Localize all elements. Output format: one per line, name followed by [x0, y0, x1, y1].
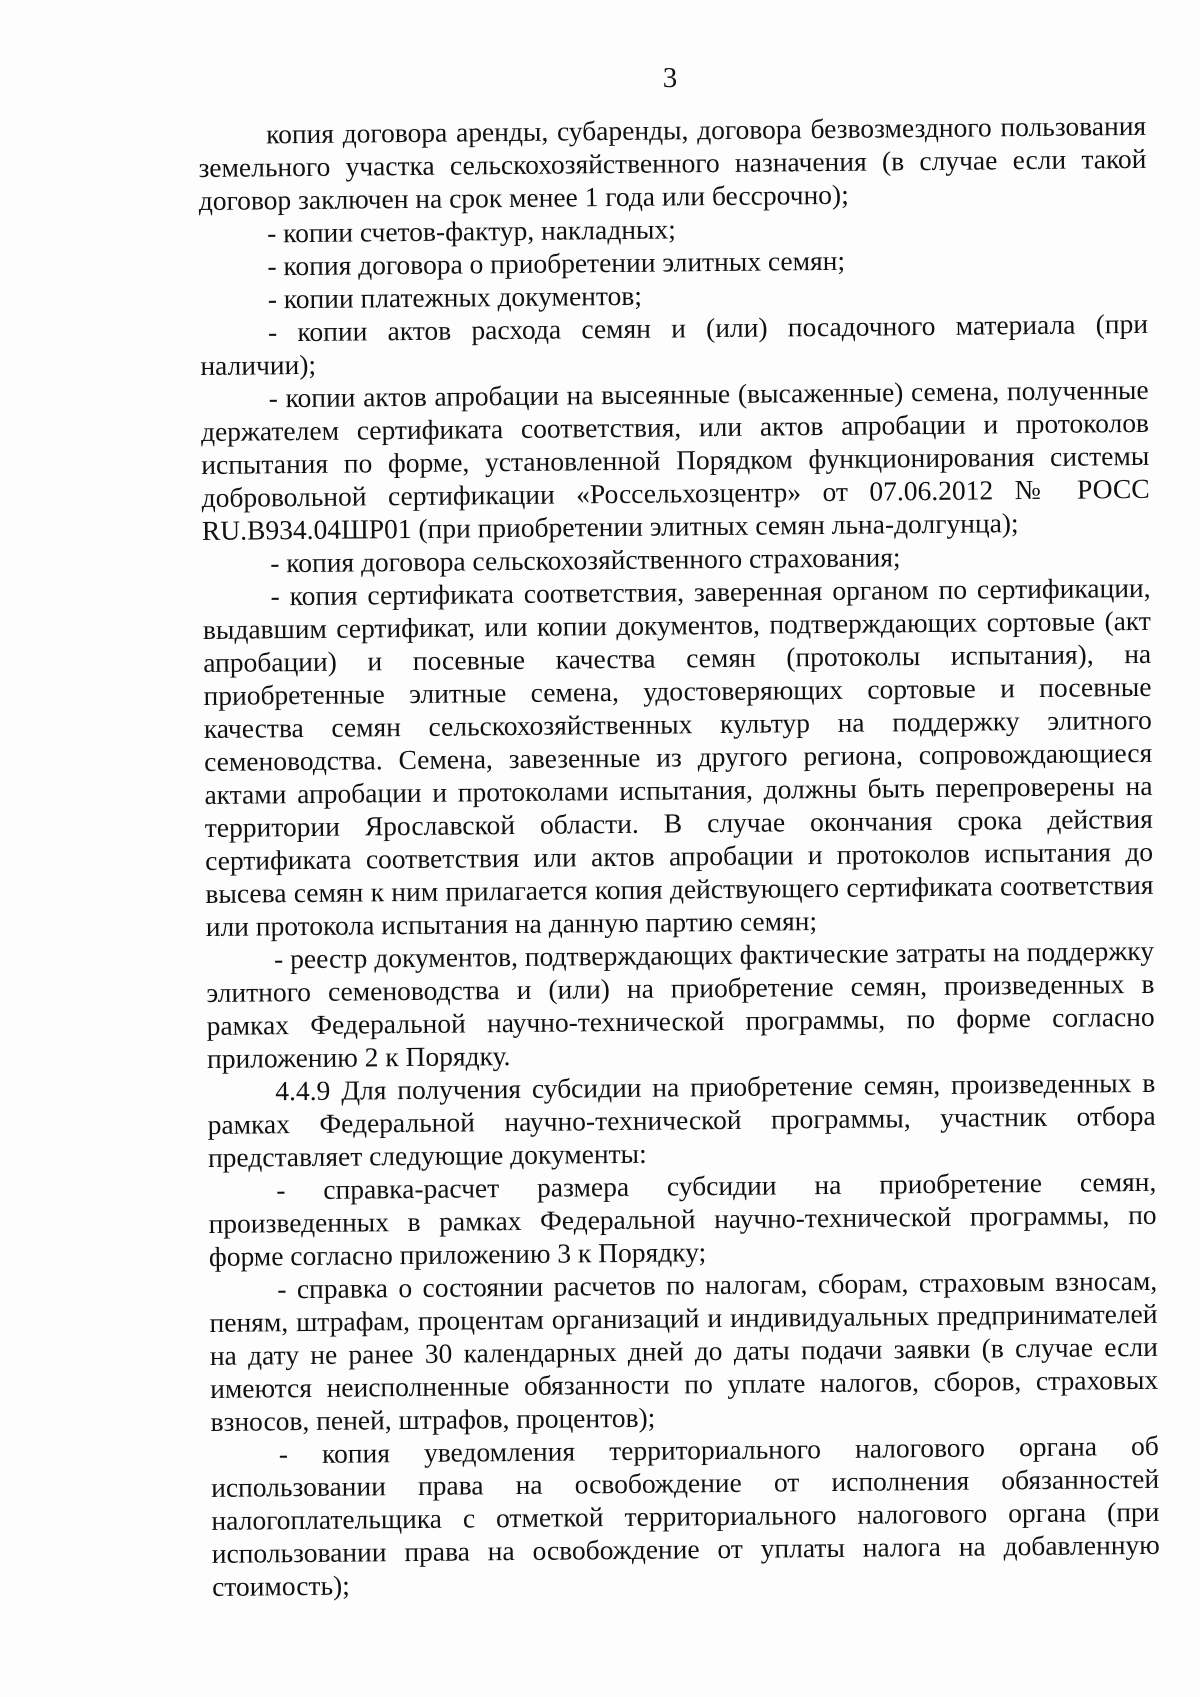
paragraph-approbation-acts: - копии актов апробации на высеянные (высаженные) семена, полученные держателем сертификата соответствия, или актов апробации и протоколов испытания по форме, установленной Порядком функционирования системы добровольной сертификации «Россельхозцентр» от 07.06.2012 № РОСС RU.B934.04ШР01 (при приобретении элитных семян льна-долгунца); — [200, 373, 1150, 546]
paragraph-documents-register: - реестр документов, подтверждающих фактические затраты на поддержку элитного семеноводства и (или) на приобретение семян, произведенных в рамках Федеральной научно-технической программы, по форме согласно приложению 2 к Порядку. — [206, 934, 1155, 1074]
paragraph-subsidy-calculation: - справка-расчет размера субсидии на приобретение семян, произведенных в рамках Федеральной научно-технической программы, по форме согласно приложению 3 к Порядку; — [208, 1165, 1157, 1272]
paragraph-payment-documents: - копии платежных документов; — [267, 279, 643, 315]
paragraph-invoices: - копии счетов-фактур, накладных; — [266, 213, 676, 249]
paragraph-insurance-contract: - копия договора сельскохозяйственного страхования; — [270, 541, 901, 579]
paragraph-conformity-certificate: - копия сертификата соответствия, заверенная органом по сертификации, выдавшим сертификат, или копии документов, подтверждающих сортовые (акт апробации) и посевные качества семян (протоколы испытания), на приобретенные элитные семена, удостоверяющих сортовые и посевные качества семян сельскохозяйственных культур на поддержку элитного семеноводства. Семена, завезенные из другого региона, сопровождающиеся актами апробации и протоколами испытания, должны быть перепроверены на территории Ярославской области. В случае окончания срока действия сертификата соответствия или актов апробации и протоколов испытания до высева семян к ним прилагается копия действующего сертификата соответствия или протокола испытания на данную партию семян; — [202, 571, 1154, 942]
page-number: 3 — [662, 62, 678, 94]
paragraph-tax-notice-copy: - копия уведомления территориального налогового органа об использовании права на освобождение от исполнения обязанностей налогоплательщика с отметкой территориального налогового органа (при использовании права на освобождение от уплаты налога на добавленную стоимость); — [210, 1429, 1160, 1602]
paragraph-tax-settlement-certificate: - справка о состоянии расчетов по налогам, сборам, страховым взносам, пеням, штрафам, процентам организаций и индивидуальных предпринимателей на дату не ранее 30 календарных дней до даты подачи заявки (в случае если имеются неисполненные обязанности по уплате налогов, сборов, страховых взносов, пеней, штрафов, процентов); — [209, 1264, 1159, 1437]
paragraph-lease-agreement-copy: копия договора аренды, субаренды, договора безвозмездного пользования земельного участка сельскохозяйственного назначения (в случае если такой договор заключен на срок менее 1 года или бессрочно); — [198, 109, 1147, 216]
paragraph-seed-consumption-acts: - копии актов расхода семян и (или) посадочного материала (при наличии); — [200, 307, 1149, 381]
paragraph-section-4-4-9: 4.4.9 Для получения субсидии на приобретение семян, произведенных в рамках Федеральной научно-технической программы, участник отбора представляет следующие документы: — [207, 1066, 1156, 1173]
paragraph-elite-seeds-contract: - копия договора о приобретении элитных семян; — [267, 244, 846, 282]
document-body — [198, 109, 1160, 1603]
